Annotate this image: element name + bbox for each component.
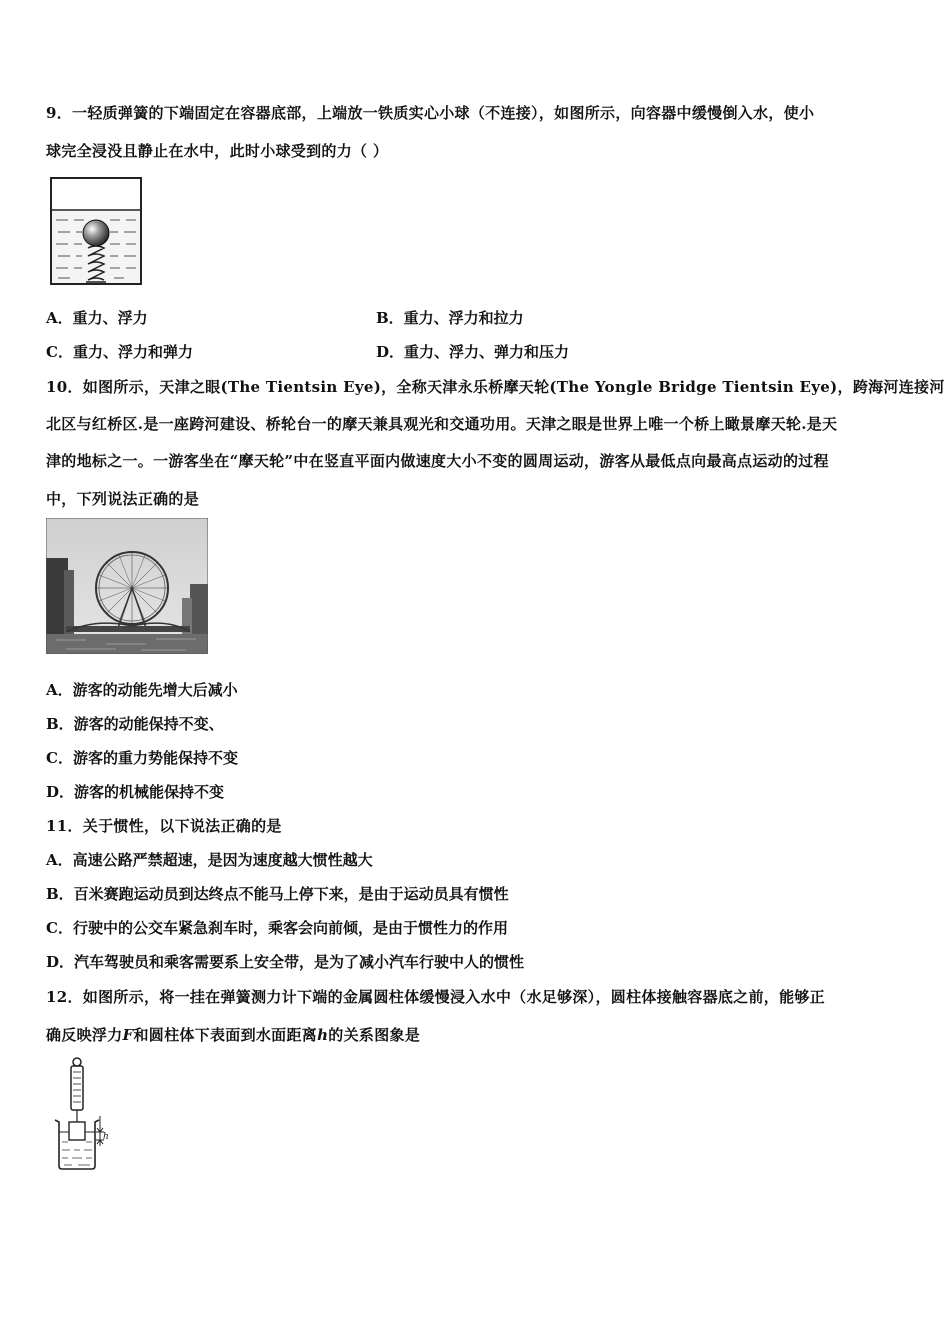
q9-stem-line2: 球完全浸没且静止在水中，此时小球受到的力（ ） bbox=[46, 142, 389, 160]
q12-stem-line2 bbox=[46, 1024, 420, 1045]
q12-stem-text-1: 确反映浮力 bbox=[46, 1026, 123, 1044]
q11-option-c: C．行驶中的公交车紧急刹车时，乘客会向前倾，是由于惯性力的作用 bbox=[46, 919, 508, 937]
q12-stem-text-2: 和圆柱体下表面到水面距离 bbox=[133, 1026, 318, 1044]
q12-figure-h-label: h bbox=[103, 1132, 109, 1142]
q12-stem-line1: 12．如图所示，将一挂在弹簧测力计下端的金属圆柱体缓慢浸入水中（水足够深），圆柱体接触容器底之前，能够正 bbox=[46, 988, 825, 1006]
q12-stem-text-3: 的关系图象是 bbox=[328, 1026, 421, 1044]
q9-option-a: A．重力、浮力 bbox=[46, 309, 148, 327]
q10-option-a: A．游客的动能先增大后减小 bbox=[46, 681, 238, 699]
q10-stem-line3: 津的地标之一。一游客坐在“摩天轮”中在竖直平面内做速度大小不变的圆周运动，游客从最低点向最高点运动的过程 bbox=[46, 452, 829, 470]
q11-option-b: B．百米赛跑运动员到达终点不能马上停下来，是由于运动员具有惯性 bbox=[46, 885, 509, 903]
q11-option-a: A．高速公路严禁超速，是因为速度越大惯性越大 bbox=[46, 851, 373, 869]
q10-photo-tianjin-eye bbox=[46, 518, 208, 654]
q12-figure-spring-scale-beaker bbox=[50, 1056, 114, 1172]
q12-var-h: h bbox=[317, 1026, 329, 1044]
q10-stem-line4: 中，下列说法正确的是 bbox=[46, 490, 200, 508]
q9-option-d: D．重力、浮力、弹力和压力 bbox=[376, 343, 570, 361]
q9-figure-spring-ball bbox=[48, 176, 144, 286]
q9-stem-line1: 9．一轻质弹簧的下端固定在容器底部，上端放一铁质实心小球（不连接），如图所示，向容器中缓慢倒入水，使小 bbox=[46, 104, 815, 122]
q10-option-b: B．游客的动能保持不变、 bbox=[46, 715, 224, 733]
q10-stem-line1: 10．如图所示，天津之眼(The Tientsin Eye)，全称天津永乐桥摩天轮(The Yongle Bridge Tientsin Eye)，跨海河连接河 bbox=[46, 378, 945, 396]
q9-option-b: B．重力、浮力和拉力 bbox=[376, 309, 524, 327]
q12-var-f: F bbox=[122, 1026, 134, 1044]
q11-option-d: D．汽车驾驶员和乘客需要系上安全带，是为了减小汽车行驶中人的惯性 bbox=[46, 953, 525, 971]
q10-stem-line2: 北区与红桥区.是一座跨河建设、桥轮台一的摩天兼具观光和交通功用。天津之眼是世界上唯一个桥上瞰景摩天轮.是天 bbox=[46, 415, 838, 433]
q9-option-c: C．重力、浮力和弹力 bbox=[46, 343, 193, 361]
q10-option-d: D．游客的机械能保持不变 bbox=[46, 783, 225, 801]
q11-stem: 11．关于惯性，以下说法正确的是 bbox=[46, 817, 282, 835]
q10-option-c: C．游客的重力势能保持不变 bbox=[46, 749, 238, 767]
